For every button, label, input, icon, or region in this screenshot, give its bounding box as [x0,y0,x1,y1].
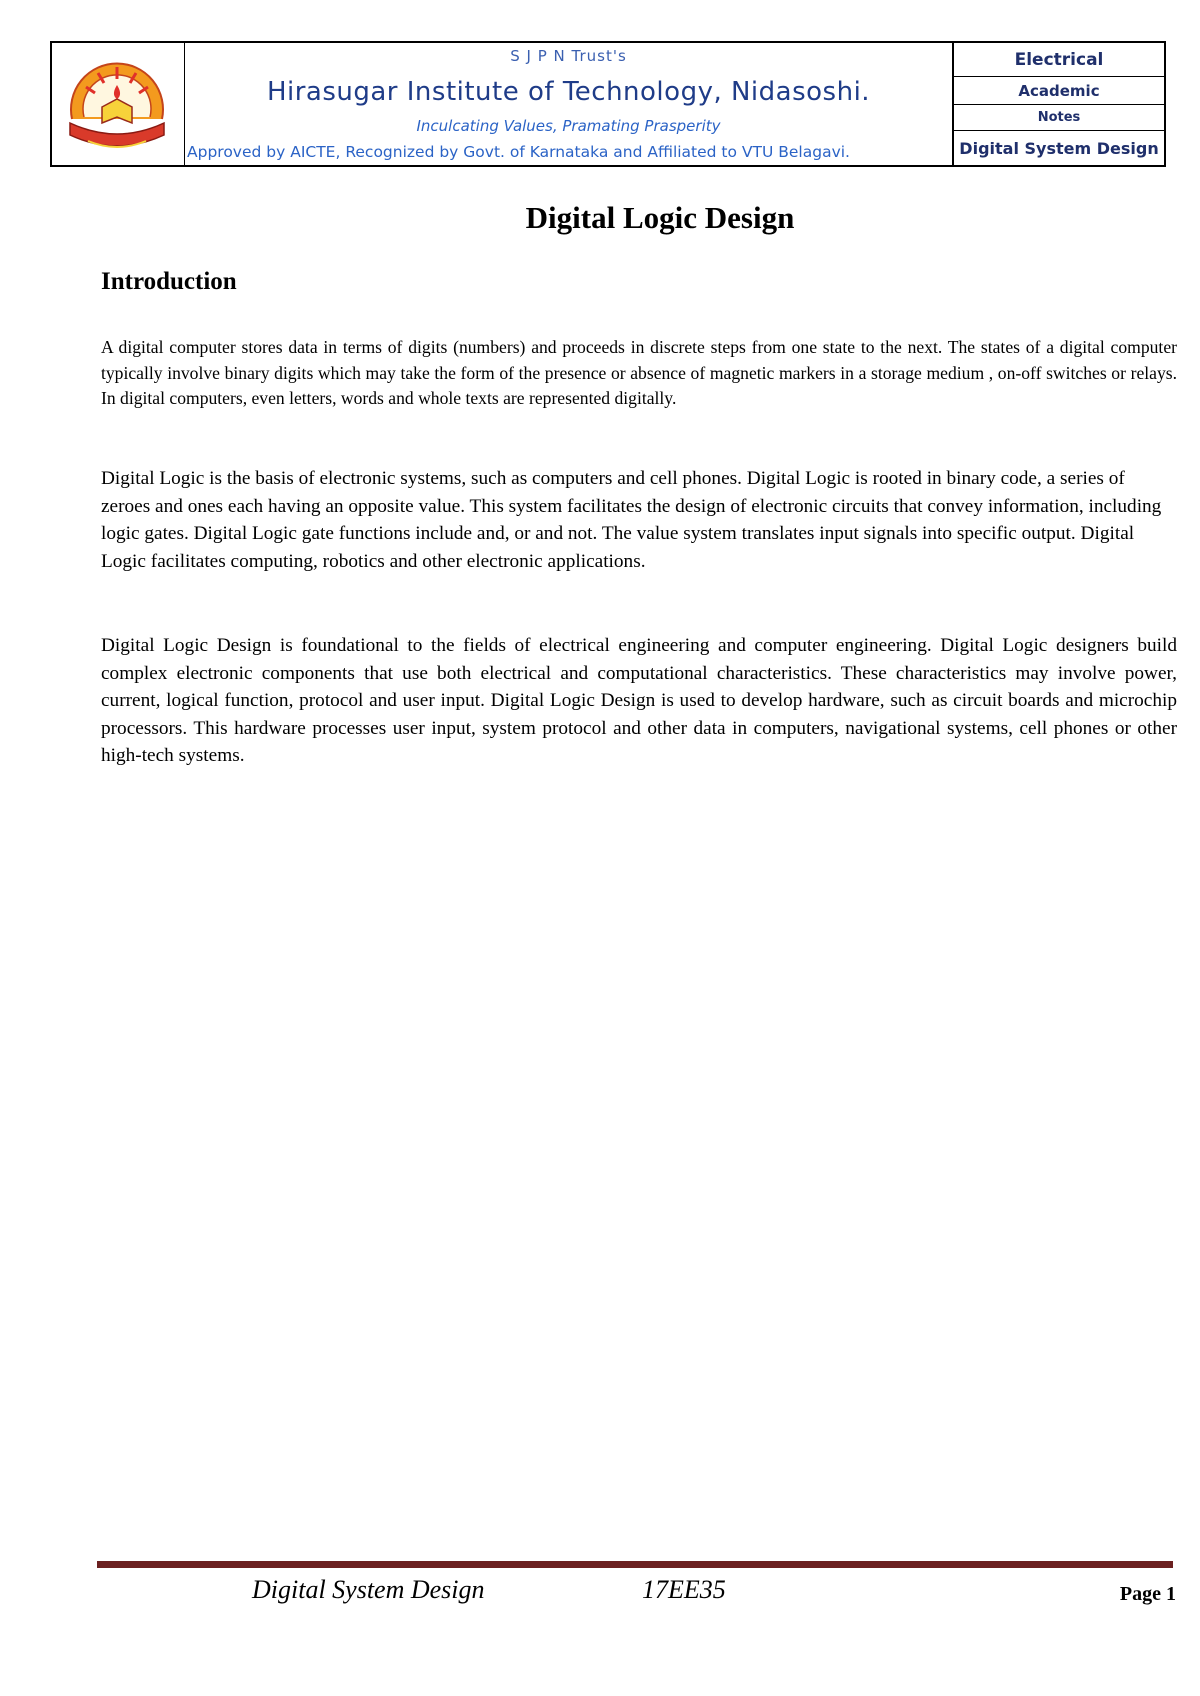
institute-name: Hirasugar Institute of Technology, Nidasoshi. [266,77,871,107]
paragraph: A digital computer stores data in terms of digits (numbers) and proceeds in discrete steps from one state to the next. The states of a digital computer typically involve binary digits which may take the form of the presence or absence of magnetic markers in a storage medium , on-off switches or relays. In digital computers, even letters, words and whole texts are represented digitally. [101,337,1177,408]
tag-category: Academic [954,77,1164,105]
approval-statement: Approved by AICTE, Recognized by Govt. of Karnataka and Affiliated to VTU Belagavi. [187,143,850,161]
institute-emblem-icon [58,49,176,161]
footer-course-code: 17EE35 [642,1575,726,1604]
paragraph: Digital Logic is the basis of electronic systems, such as computers and cell phones. Digital Logic is rooted in binary code, a series of zeroes and ones each having an opposite value. This system facilitates the design of electronic circuits that convey information, including logic gates. Digital Logic gate functions include and, or and not. The value system translates input signals into specific output. Digital Logic facilitates computing, robotics and other electronic applications. [101,468,1162,572]
page-number: Page 1 [1119,1583,1176,1605]
document-header [50,41,1166,167]
logo-cell [52,43,185,165]
institute-motto: Inculcating Values, Pramating Prasperity [416,117,721,135]
document-title: Digital Logic Design [525,200,795,235]
trust-name: S J P N Trust's [510,47,627,65]
tag-department: Electrical [954,43,1164,77]
institute-info-cell [185,43,954,165]
document-tags [954,43,1164,165]
tag-type: Notes [954,105,1164,131]
section-heading: Introduction [101,268,237,295]
footer-rule [97,1561,1173,1568]
tag-subject: Digital System Design [959,138,1159,158]
footer-subject: Digital System Design [252,1575,485,1604]
paragraph: Digital Logic Design is foundational to the fields of electrical engineering and computer engineering. Digital Logic designers build complex electronic components that use both electrical and computational characteristics. These characteristics may involve power, current, logical function, protocol and user input. Digital Logic Design is used to develop hardware, such as circuit boards and microchip processors. This hardware processes user input, system protocol and other data in computers, navigational systems, cell phones or other high-tech systems. [101,635,1177,766]
